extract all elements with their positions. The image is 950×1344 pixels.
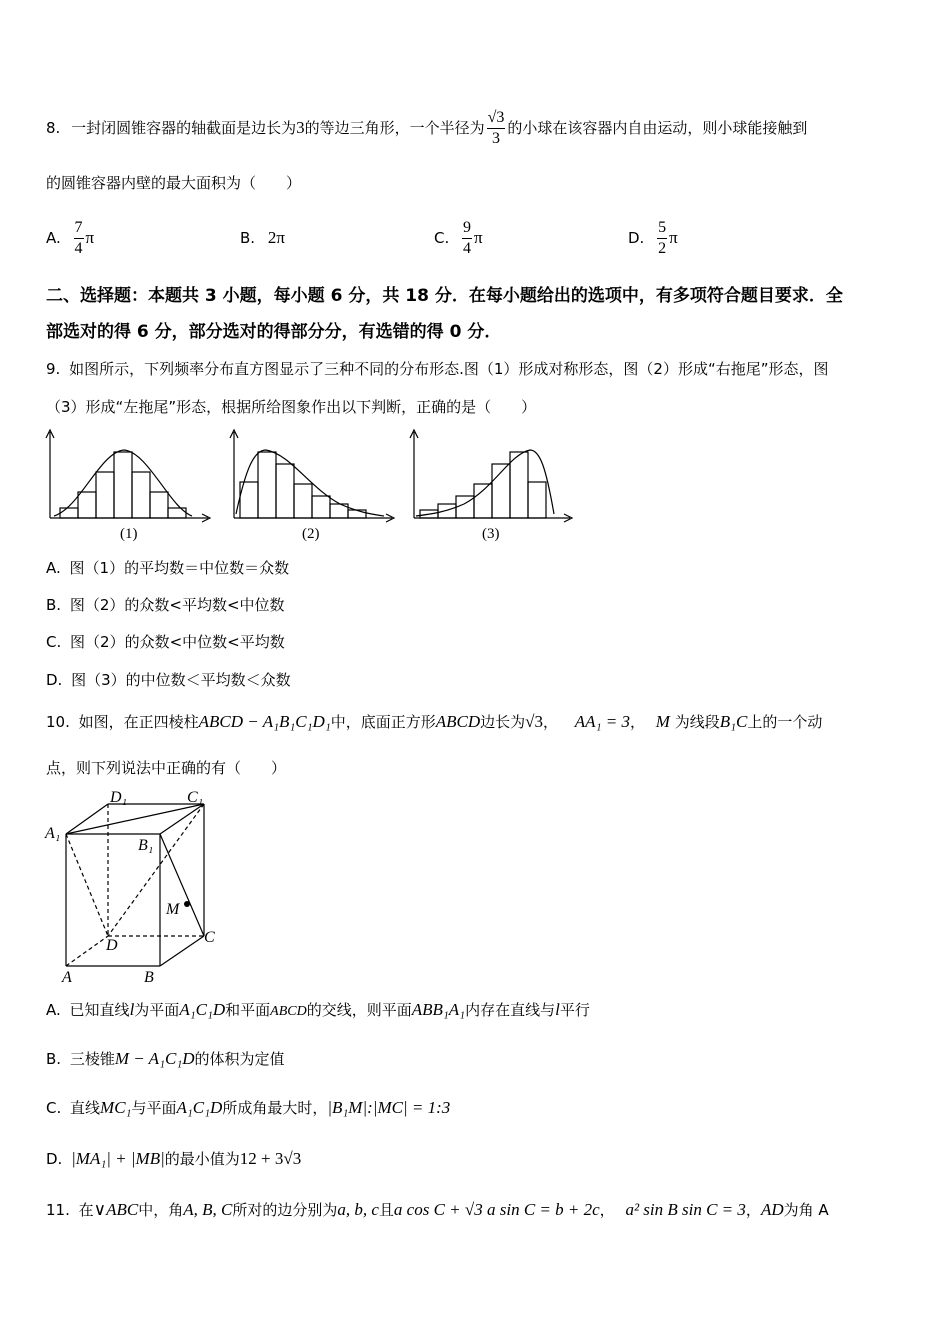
label-d: D: [106, 937, 118, 954]
q9-option-c[interactable]: C. 图（2）的众数<中位数<平均数: [46, 633, 285, 651]
label-d1: D₁: [110, 789, 128, 806]
q9-option-b[interactable]: B. 图（2）的众数<平均数<中位数: [46, 596, 285, 614]
q9-line2: （3）形成“左拖尾”形态，根据所给图象作出以下判断，正确的是（ ）: [46, 398, 537, 416]
q10-edge: √3: [525, 712, 543, 731]
section2-heading-line2: 部选对的得 6 分，部分选对的得部分分，有选错的得 0 分．: [46, 322, 502, 342]
label-b: B: [144, 969, 154, 986]
histogram-2-label: (2): [302, 526, 320, 542]
q8-number: 8.: [46, 119, 61, 137]
label-a1: A₁: [45, 825, 61, 842]
q8-option-a[interactable]: A. $\frac{7}{4}$ π: [46, 219, 95, 257]
q10-option-c[interactable]: C. 直线MC₁与平面A₁C₁D所成角最大时，|B₁M|:|MC| = 1:3: [46, 1098, 451, 1117]
q8-line2: 的圆锥容器内壁的最大面积为（ ）: [46, 174, 302, 192]
q10-option-d[interactable]: D. |MA₁| + |MB|的最小值为12 + 3√3: [46, 1149, 302, 1168]
q10-prism: ABCD − A₁B₁C₁D₁: [198, 712, 331, 731]
q10-number: 10.: [46, 713, 70, 731]
q9-option-d[interactable]: D. 图（3）的中位数＜平均数＜众数: [46, 671, 291, 689]
q10-line2: 点，则下列说法中正确的有（ ）: [46, 759, 287, 777]
q10-line1: 10. 如图，在正四棱柱ABCD − A₁B₁C₁D₁中，底面正方形ABCD边长为√3， AA₁ = 3， M 为线段B₁C上的一个动: [46, 712, 823, 731]
q10-prism-figure: [44, 786, 234, 986]
label-m: M: [166, 901, 180, 918]
q8-option-c[interactable]: C. $\frac{9}{4}$ π: [434, 219, 483, 257]
q10-option-b[interactable]: B. 三棱锥M − A₁C₁D的体积为定值: [46, 1049, 285, 1068]
q8-side-length: 3: [296, 118, 305, 137]
histogram-1-label: (1): [120, 526, 138, 542]
q9-histogram-figures: [40, 428, 580, 546]
histogram-3: [410, 430, 572, 522]
q8-option-d[interactable]: D. $\frac{5}{2}$ π: [628, 219, 678, 257]
histogram-2: [230, 430, 394, 522]
q8-line1: 8. 一封闭圆锥容器的轴截面是边长为3的等边三角形，一个半径为 $\frac{√3}{3}$ 的小球在该容器内自由运动，则小球能接触到: [46, 109, 808, 147]
label-c1: C₁: [187, 789, 204, 806]
label-c: C: [204, 929, 215, 946]
section2-heading-line1: 二、选择题：本题共 3 小题，每小题 6 分，共 18 分．在每小题给出的选项中，有多项符合题目要求．全: [46, 286, 843, 306]
histogram-1: [46, 430, 210, 522]
q11-line1: 11. 在∨ABC中，角A, B, C所对的边分别为a, b, c且a cos C + √3 a sin C = b + 2c， a² sin B sin C = 3，AD为角 A: [46, 1200, 829, 1219]
point-m: [184, 901, 190, 907]
histogram-3-label: (3): [482, 526, 500, 542]
q9-line1: 9. 如图所示，下列频率分布直方图显示了三种不同的分布形态.图（1）形成对称形态，图（2）形成“右拖尾”形态，图: [46, 360, 829, 378]
q10-option-a[interactable]: A. 已知直线l为平面A₁C₁D和平面ABCD的交线，则平面ABB₁A₁内存在直线与l平行: [46, 1000, 590, 1019]
q9-option-a[interactable]: A. 图（1）的平均数＝中位数＝众数: [46, 559, 290, 577]
label-a: A: [62, 969, 72, 986]
q11-number: 11.: [46, 1201, 70, 1219]
q8-radius-fraction: $\frac{√3}{3}$: [487, 109, 505, 147]
label-b1: B₁: [138, 837, 154, 854]
q9-number: 9.: [46, 360, 61, 378]
q8-option-b[interactable]: B. 2π: [240, 228, 285, 247]
